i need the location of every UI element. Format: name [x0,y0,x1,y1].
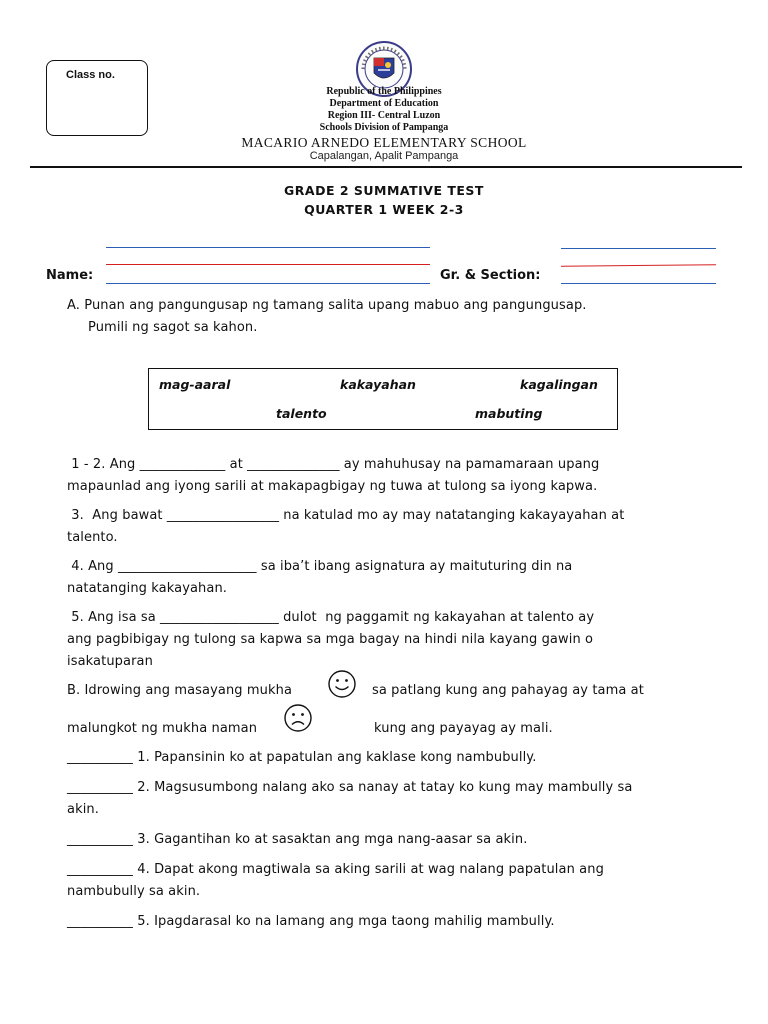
word-bank-box [148,368,618,430]
section-a-instruction-2: Pumili ng sagot sa kahon. [88,320,258,335]
word-bank-item: mabuting [475,406,543,421]
test-subtitle: QUARTER 1 WEEK 2-3 [304,202,464,217]
header-line-division: Schools Division of Pampanga [319,122,449,133]
name-label: Name: [46,268,94,283]
statement-4-line-1: __________ 4. Dapat akong magtiwala sa aking sarili at wag nalang papatulan ang [67,862,604,877]
section-b-instruction: B. Idrowing ang masayang mukha [67,683,293,698]
question-5-line-1: 5. Ang isa sa __________________ dulot ng paggamit ng kakayahan at talento ay [67,610,595,625]
school-address: Capalangan, Apalit Pampanga [309,150,459,162]
header-line-republic: Republic of the Philippines [326,86,442,97]
sad-face-icon [283,703,313,733]
statement-5: __________ 5. Ipagdarasal ko na lamang ang mga taong mahilig mambully. [67,914,555,929]
statement-3: __________ 3. Gagantihan ko at sasaktan ang mga nang-aasar sa akin. [67,832,528,847]
section-a-instruction: A. Punan ang pangungusap ng tamang salita upang mabuo ang pangungusap. [67,298,587,313]
school-name: MACARIO ARNEDO ELEMENTARY SCHOOL [241,135,527,150]
question-3-line-1: 3. Ang bawat _________________ na katulad mo ay may natatanging kakayayahan at [67,508,625,523]
section-guide-line-base[interactable] [561,283,716,284]
word-bank-item: kagalingan [520,377,598,392]
question-4-line-2: natatanging kakayahan. [67,581,228,596]
name-guide-line-mid [106,264,430,265]
header-line-department: Department of Education [329,98,439,109]
question-4-line-1: 4. Ang _____________________ sa iba’t ibang asignatura ay maituturing din na [67,559,573,574]
section-guide-line-top [561,248,716,249]
header-divider [30,166,742,168]
header-line-region: Region III- Central Luzon [327,110,441,121]
name-guide-line-top [106,247,430,248]
statement-2-line-2: akin. [67,802,99,817]
word-bank-item: mag-aaral [159,377,231,392]
statement-4-line-2: nambubully sa akin. [67,884,201,899]
section-guide-line-mid [561,264,716,267]
statement-1: __________ 1. Papansinin ko at papatulan ang kaklase kong nambubully. [67,750,537,765]
test-title: GRADE 2 SUMMATIVE TEST [284,183,484,198]
statement-2-line-1: __________ 2. Magsusumbong nalang ako sa nanay at tatay ko kung may mambully sa [67,780,633,795]
question-5-line-2: ang pagbibigay ng tulong sa kapwa sa mga bagay na hindi nila kayang gawin o [67,632,594,647]
class-number-label: Class no. [66,69,115,81]
question-5-line-3: isakatuparan [67,654,153,669]
section-b-instruction-2-cont: kung ang payayag ay mali. [374,721,553,736]
question-3-line-2: talento. [67,530,118,545]
question-1-2-line-1: 1 - 2. Ang _____________ at ______________ ay mahuhusay na pamamaraan upang [67,457,600,472]
class-number-box [46,60,148,136]
question-1-2-line-2: mapaunlad ang iyong sarili at makapagbigay ng tuwa at tulong sa iyong kapwa. [67,479,598,494]
word-bank-item: kakayahan [340,377,416,392]
happy-face-icon [327,669,357,699]
word-bank-item: talento [276,406,327,421]
section-label: Gr. & Section: [440,268,541,283]
section-b-instruction-cont: sa patlang kung ang pahayag ay tama at [372,683,644,698]
section-b-instruction-2: malungkot ng mukha naman [67,721,258,736]
name-guide-line-base[interactable] [106,283,430,284]
